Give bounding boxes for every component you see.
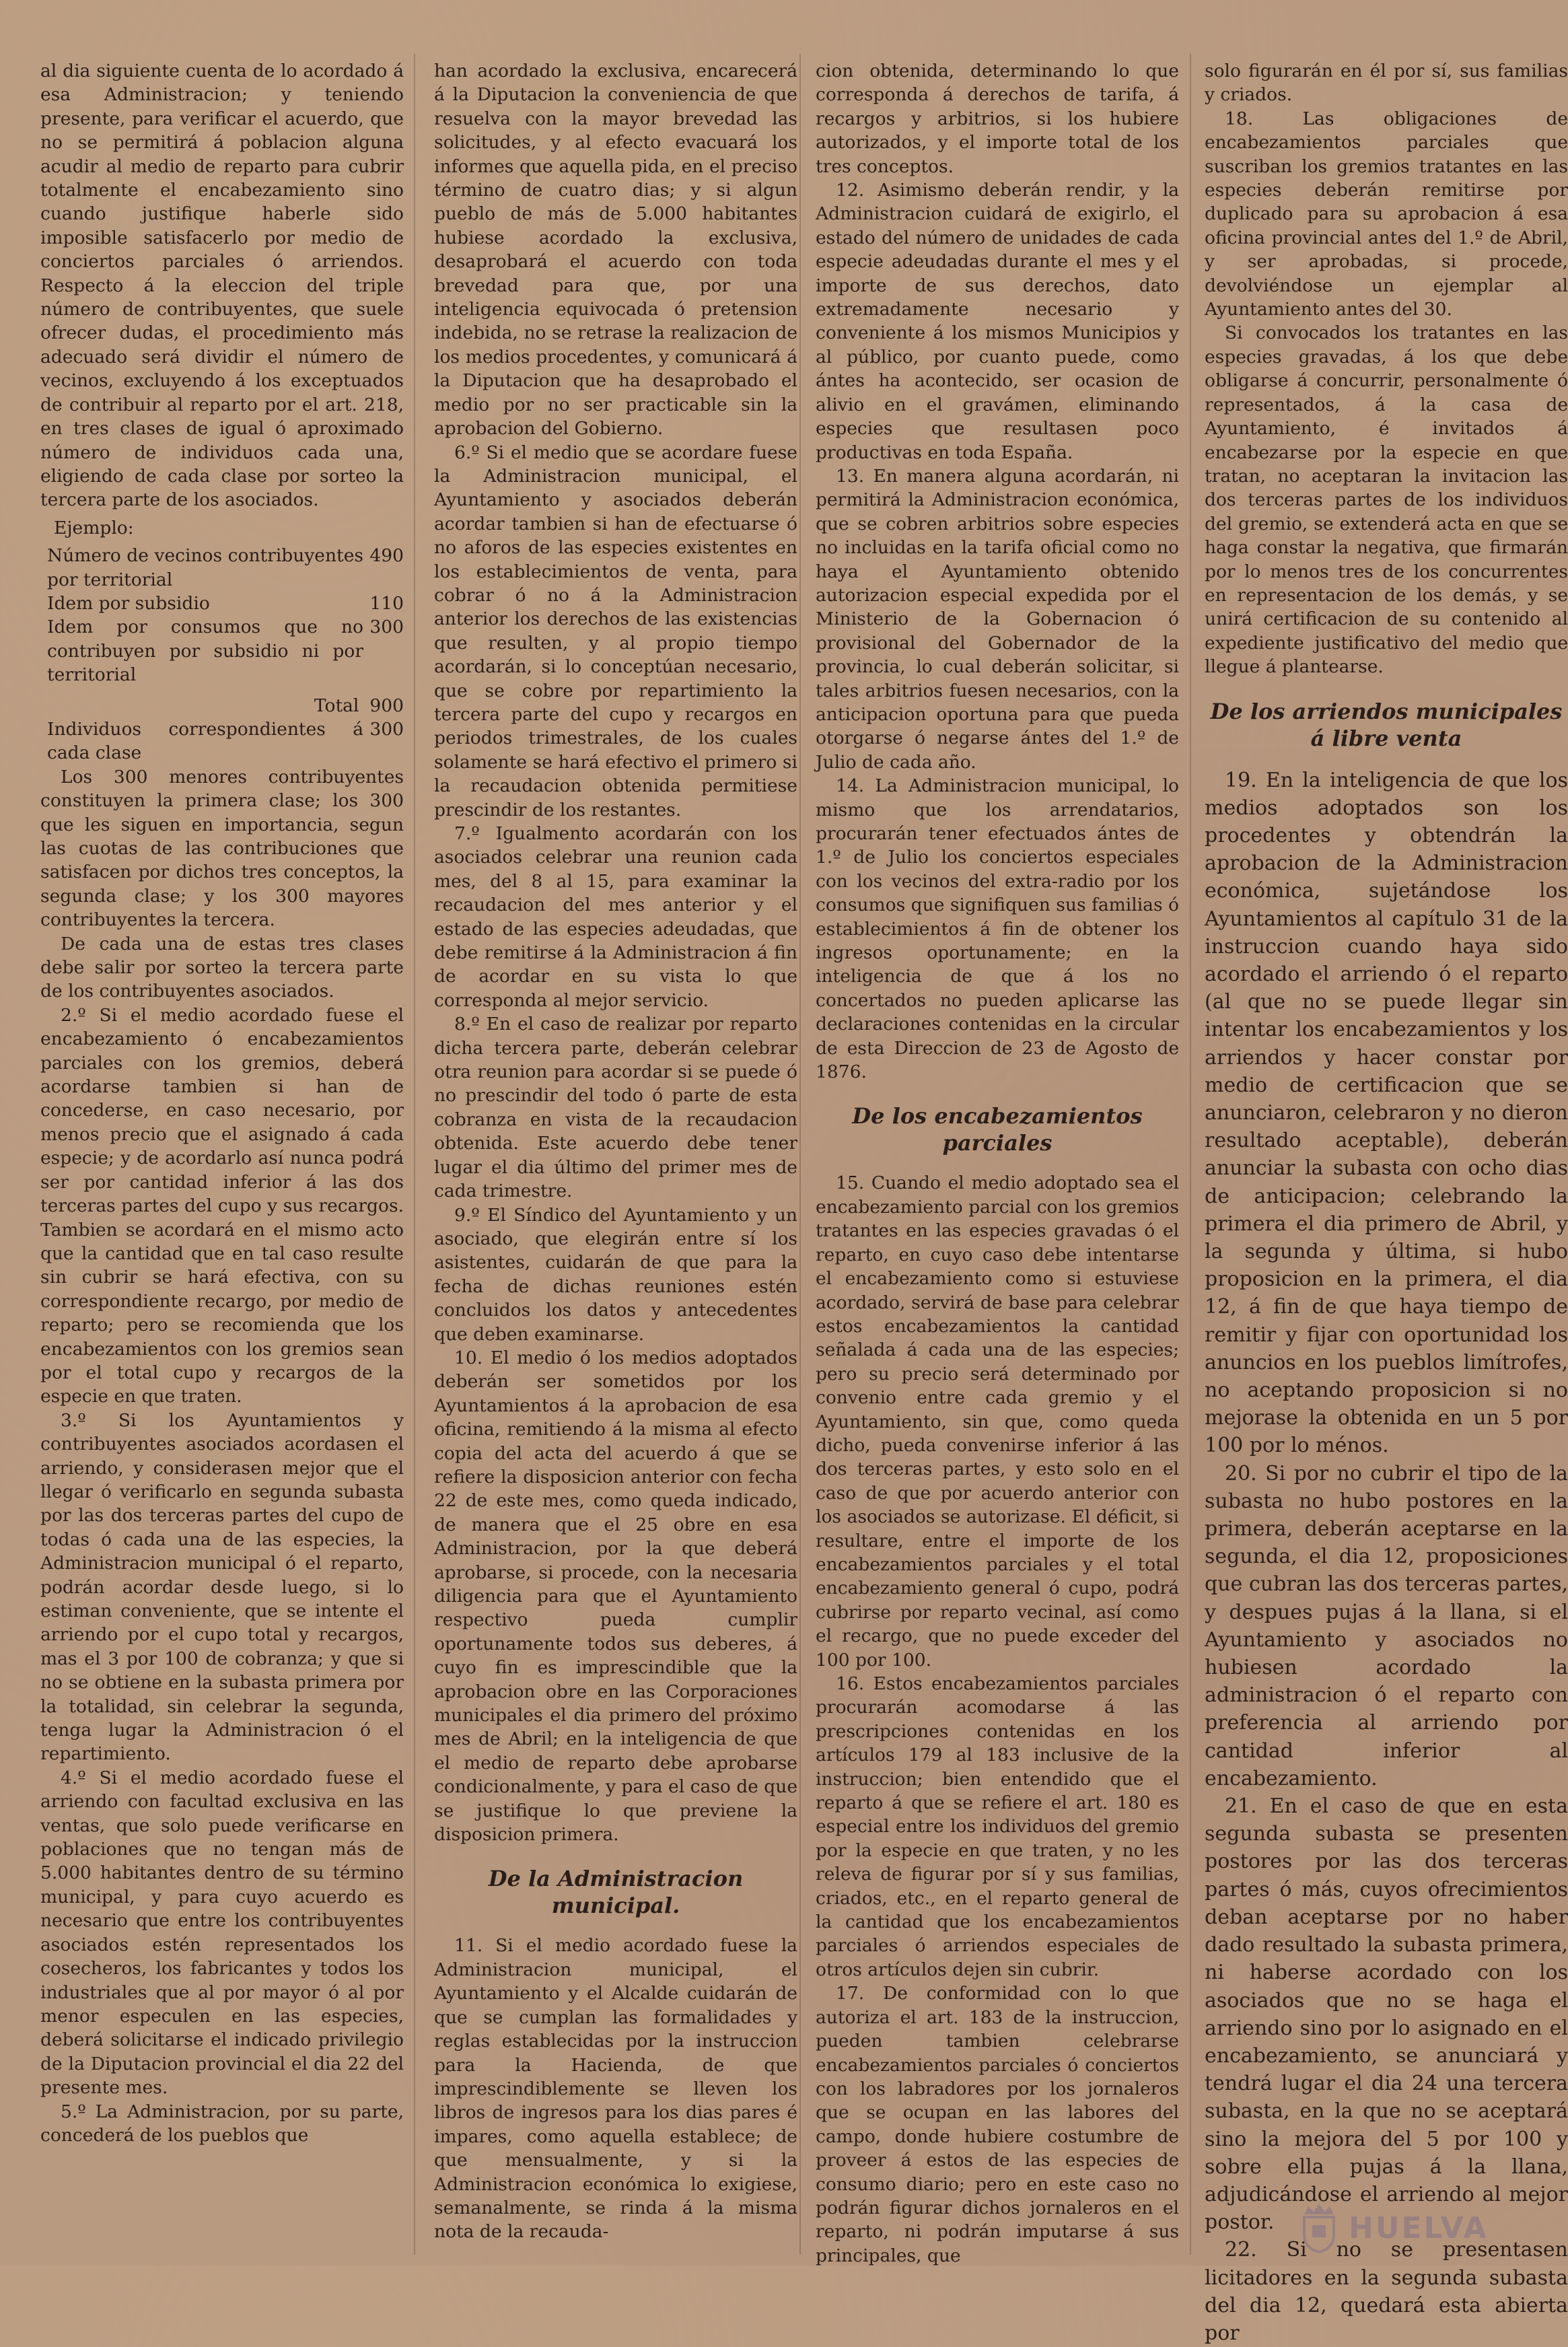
paragraph: 15. Cuando el medio adoptado sea el encabezamiento parcial con los gremios tratantes en las especies gravadas ó el reparto, en cuyo caso debe intentarse el encabezamiento como si estuviese acordado, servirá de base para celebrar estos encabezamientos la cantidad señalada á cada una de las especies; pero su precio será determinado por convenio entre cada gremio y el Ayuntamiento, sin que, como queda dicho, pueda convenirse inferior á las dos terceras partes, y esto solo en el caso de que por acuerdo anterior con los asociados se autorizase. El déficit, si resultare, entre el importe de los encabezamientos parciales y el total encabezamiento general ó cupo, podrá cubrirse por reparto vecinal, así como el recargo, que no puede exceder del 100 por 100. (816, 1172, 1179, 1671)
paragraph: 17. De conformidad con lo que autoriza el art. 183 de la instruccion, pueden tambien celebrarse encabezamientos parciales ó conciertos con los labradores por los jornaleros que se ocupan en las labores del campo, donde hubiere costumbre de proveer á estos de las especies de consumo diario; pero en este caso no podrán figurar dichos jornaleros en el reparto, ni podrán imputarse á sus principales, que (816, 1983, 1179, 2266)
paragraph: 10. El medio ó los medios adoptados deberán ser sometidos por los Ayuntamientos á la aprobacion de esa oficina, remitiendo á la misma al efecto copia del acta del acuerdo á que se refiere la disposicion anterior con fecha 22 de este mes, como queda indicado, de manera que el 25 obre en esa Administracion, por la que deberá aprobarse, si procede, con la necesaria diligencia para que el Ayuntamiento respectivo pueda cumplir oportunamente todos sus deberes, á cuyo fin es imprescindible que la aprobacion obre en las Corporaciones municipales el dia primero del próximo mes de Abril; en la inteligencia de que el medio de reparto debe aprobarse condicionalmente, y para el caso de que se justifique lo que previene la disposicion primera. (434, 1347, 798, 1846)
total-label: Total (314, 695, 359, 716)
paragraph: 18. Las obligaciones de encabezamientos parciales que suscriban los gremios tratantes en las especies deberán remitirse por duplicado para su aprobacion á esa oficina provincial antes del 1.º de Abril, y ser aprobadas, si procede, devolviéndose un ejemplar al Ayuntamiento antes del 30. (1205, 108, 1568, 320)
column-rule (1190, 54, 1191, 2255)
example-label: Idem por consumos que no contribuyen por subsidio ni por territorial (47, 617, 363, 686)
paragraph: Los 300 menores contribuyentes constituyen la primera clase; los 300 que les siguen en importancia, segun las cuotas de las contribuciones que satisfacen por dichos tres conceptos, la segunda clase; y los 300 mayores contribuyentes la tercera. (40, 766, 404, 931)
paragraph: al dia siguiente cuenta de lo acordado á esa Administracion; y teniendo presente, para verificar el acuerdo, que no se permitirá á poblacion alguna acudir al medio de reparto para cubrir totalmente el encabezamiento sino cuando justifique haberle sido imposible satisfacerlo por medio de conciertos parciales ó arriendos. Respecto á la eleccion del triple número de contribuyentes, que suele ofrecer dudas, el procedimiento más adecuado será dividir el número de vecinos, excluyendo á los exceptuados de contribuir al reparto por el art. 218, en tres clases de igual ó aproximado número de individuos cada una, eligiendo de cada clase por sorteo la tercera parte de los asociados. (40, 61, 404, 511)
paragraph: 9.º El Síndico del Ayuntamiento y un asociado, que elegirán entre sí los asistentes, cuidarán de que para la fecha de dichas reuniones estén concluidos los datos y antecedentes que deben examinarse. (434, 1204, 797, 1345)
paragraph: 5.º La Administracion, por su parte, concederá de los pueblos que (40, 2101, 404, 2146)
paragraph: 19. En la inteligencia de que los medios adoptados son los procedentes y obtendrán la aprobacion de la Administracion económica, sujetándose los Ayuntamientos al capítulo 31 de la instruccion cuando haya sido acordado el arriendo ó el reparto (al que no se puede llegar sin intentar los encabezamientos y los arriendos y hacer constar por medio de certificacion que se anunciaron, celebraron y no dieron resultado aceptable), deberán anunciar la subasta con ocho dias de anticipacion; celebrando la primera el dia primero de Abril, y la segunda y última, si hubo proposicion en la primera, el dia 12, á fin de que haya tiempo de remitir y fijar con oportunidad los anuncios en los pueblos limítrofes, no aceptando proposicion si no mejorase la obtenida en un 5 por 100 por lo ménos. (1205, 768, 1568, 1458)
paragraph: 21. En el caso de que en esta segunda subasta se presenten postores por las dos terceras partes ó más, cuyos ofrecimientos deban aceptarse por no haber dado resultado la subasta primera, ni haberse acordado con los asociados que no se haga el arriendo sino por lo asignado en el encabezamiento, se anunciará y tendrá lugar el dia 24 una tercera subasta, en la que no se aceptará sino la mejora del 5 por 100 y sobre ella pujas á la llana, adjudicándose el arriendo al mejor postor. (1205, 1794, 1568, 2235)
example-total-row (40, 694, 404, 717)
paragraph: 16. Estos encabezamientos parciales procurarán acomodarse á las prescripciones contenidas en los artículos 179 al 183 inclusive de la instruccion; bien entendido que el reparto á que se refiere el art. 180 es especial entre los individuos del gremio por la especie en que traten, y no les releva de figurar por sí y sus familias, criados, etc., en el reparto general de la cantidad que los encabezamientos parciales ó arriendos especiales de otros artículos dejen sin cubrir. (816, 1673, 1179, 1980)
example-value: 300 (369, 617, 404, 638)
paragraph: Si convocados los tratantes en las especies gravadas, á los que debe obligarse á concurrir, personalmente ó representados, á la casa de Ayuntamiento, é invitados á encabezarse por la especie en que tratan, no aceptaran la invitacion las dos terceras partes de los individuos del gremio, se extenderá acta en que se haga constar la negativa, que firmarán por lo menos tres de los concurrentes en representacion de los demás, y se unirá certificacion de su contenido al expediente justificativo del medio que llegue á plantearse. (1205, 322, 1568, 678)
watermark-text: HUELVA (1349, 2210, 1489, 2245)
paragraph: 7.º Igualmento acordarán con los asociados celebrar una reunion cada mes, del 8 al 15, para examinar la recaudacion del mes anterior y el estado de las especies adeudadas, que debe remitirse á la Administracion á fin de acordar en su vista lo que corresponda al mejor servicio. (434, 823, 797, 1011)
example-label: Individuos correspondientes á cada clase (47, 718, 363, 764)
paragraph: 8.º En el caso de realizar por reparto dicha tercera parte, deberán celebrar otra reunion para acordar si se puede ó no prescindir del todo ó parte de esta cobranza en vista de la recaudacion obtenida. Este acuerdo debe tener lugar el dia último del primer mes de cada trimestre. (434, 1014, 797, 1202)
example-heading: Ejemplo: (54, 517, 134, 538)
example-row (40, 592, 404, 615)
column-rule (414, 54, 415, 2255)
total-value: 900 (369, 695, 404, 716)
paragraph: 2.º Si el medio acordado fuese el encabezamiento ó encabezamientos parciales con los gremios, deberá acordarse tambien si han de concederse, en caso necesario, por menos precio que el asignado á cada especie; y de acordarlo así nunca podrá ser por cantidad inferior á las dos terceras partes del cupo y sus recargos. Tambien se acordará en el mismo acto que la cantidad que en tal caso resulte sin cubrir se hará efectiva, con su correspondiente recargo, por medio de reparto; pero se recomienda que los encabezamientos con los gremios sean por el total cupo y recargos de la especie en que traten. (40, 1004, 404, 1407)
section-heading: De la Administracion municipal. (488, 1866, 744, 1919)
paragraph: cion obtenida, determinando lo que corresponda á derechos de tarifa, á recargos y arbitrios, si los hubiere autorizados, y el importe total de los tres conceptos. (816, 61, 1179, 177)
archive-watermark (1299, 2201, 1534, 2255)
paragraph: 14. La Administracion municipal, lo mismo que los arrendatarios, procurarán tener efectuados ántes de 1.º de Julio los conciertos especiales con los vecinos del extra-radio por los consumos que signifiquen sus familias ó establecimientos á fin de obtener los ingresos oportunamente; en la inteligencia de que á los no concertados no pueden aplicarse las declaraciones contenidas en la circular de esta Direccion de 23 de Agosto de 1876. (816, 775, 1179, 1083)
paragraph: 12. Asimismo deberán rendir, y la Administracion cuidará de exigirlo, el estado del número de unidades de cada especie adeudadas durante el mes y el importe de sus derechos, dato extremadamente necesario y conveniente á los mismos Municipios y al público, por cuanto puede, como ántes ha acontecido, ser ocasion de alivio en el gravámen, eliminando especies que resultasen poco productivas en toda España. (816, 180, 1179, 463)
example-label: Idem por subsidio (47, 592, 210, 614)
section-heading: De los encabezamientos parciales (852, 1103, 1143, 1156)
column-rule (799, 54, 801, 2255)
example-value: 300 (369, 718, 404, 740)
text-column-3 (816, 59, 1179, 2266)
text-column-1 (40, 59, 404, 2247)
paragraph: 11. Si el medio acordado fuese la Administracion municipal, el Ayuntamiento y el Alcalde cuidarán de que se cumplan las formalidades y reglas establecidas por la instruccion para la Hacienda, de que imprescindiblemente se lleven los libros de ingresos para los dias pares é impares, como aquella establece; de que mensualmente, y si la Administracion económica lo exigiese, semanalmente, se rinda á la misma nota de la recauda- (434, 1935, 797, 2243)
example-value: 490 (369, 545, 404, 567)
text-column-2 (434, 59, 797, 2247)
example-value: 110 (369, 592, 404, 614)
paragraph: 6.º Si el medio que se acordare fuese la Administracion municipal, el Ayuntamiento y asociados deberán acordar tambien si han de efectuarse ó no aforos de las especies existentes en los establecimientos de venta, para cobrar ó no á la Administracion anterior los derechos de las existencias que resulten, y al propio tiempo acordarán, si lo conceptúan necesario, que se cobre por repartimiento la tercera parte del cupo y recargos en periodos trimestrales, de los cuales solamente se hará efectivo el primero si la recaudacion obtenida permitiese prescindir de los restantes. (434, 442, 797, 820)
paragraph: 22. Si no se presentasen licitadores en la segunda subasta del dia 12, quedará esta abierta por (1205, 2238, 1568, 2345)
paragraph: solo figurarán en él por sí, sus familias y criados. (1205, 61, 1568, 106)
paragraph: De cada una de estas tres clases debe salir por sorteo la tercera parte de los contribuyentes asociados. (40, 933, 404, 1002)
paragraph: 20. Si por no cubrir el tipo de la subasta no hubo postores en la primera, deberán aceptarse en la segunda, el dia 12, proposiciones que cubran las dos terceras partes, y despues pujas á la llana, si el Ayuntamiento y asociados no hubiesen acordado la administracion ó el reparto con preferencia al arriendo por cantidad inferior al encabezamiento. (1205, 1461, 1568, 1790)
paragraph: 13. En manera alguna acordarán, ni permitirá la Administracion económica, que se cobren arbitrios sobre especies no incluidas en la tarifa oficial como no haya el Ayuntamiento obtenido autorizacion especial expedida por el Ministerio de la Gobernacion ó provisional del Gobernador de la provincia, lo cual deberán solicitar, si tales arbitrios fuesen necesarios, con la anticipacion oportuna para que pueda otorgarse ó negarse ántes del 1.º de Julio de cada año. (816, 465, 1179, 773)
section-heading: De los arriendos municipales á libre venta (1210, 698, 1563, 751)
paragraph: han acordado la exclusiva, encarecerá á la Diputacion la conveniencia de que resuelva con la mayor brevedad las solicitudes, y al efecto evacuará los informes que aquella pida, en el preciso término de cuatro dias; y si algun pueblo de más de 5.000 habitantes hubiese acordado la exclusiva, desaprobará el acuerdo con toda brevedad para que, por una inteligencia equivocada ó pretension indebida, no se retrase la realizacion de los medios procedentes, y comunicará á la Diputacion que ha desaprobado el medio por no ser practicable sin la aprobacion del Gobierno. (434, 61, 797, 440)
example-row (40, 615, 404, 687)
crown-shield-icon (1299, 2202, 1339, 2253)
example-row (40, 544, 404, 592)
paragraph: 4.º Si el medio acordado fuese el arriendo con facultad exclusiva en las ventas, que solo puede verificarse en poblaciones que no tengan más de 5.000 habitantes dentro de su término municipal, y para cuyo acuerdo es necesario que entre los contribuyentes asociados estén representados los cosecheros, los fabricantes y todos los industriales que al por mayor ó al por menor especulen en las especies, deberá solicitarse el indicado privilegio de la Diputacion provincial el dia 22 del presente mes. (40, 1767, 404, 2099)
example-row (40, 717, 404, 765)
example-label: Número de vecinos contribuyentes por territorial (47, 545, 363, 590)
paragraph: 3.º Si los Ayuntamientos y contribuyentes asociados acordasen el arriendo, y considerasen mejor que el llegar ó verificarlo en segunda subasta por las dos terceras partes del cupo de todas ó cada una de las especies, la Administracion municipal ó el reparto, podrán acordar desde luego, si lo estiman conveniente, que se intente el arriendo por el cupo total y recargos, mas el 3 por 100 de cobranza; y que si no se obtiene en la subasta primera por la totalidad, sin celebrar la segunda, tenga lugar la Administracion ó el repartimiento. (40, 1409, 404, 1765)
text-column-4 (1205, 59, 1568, 2345)
